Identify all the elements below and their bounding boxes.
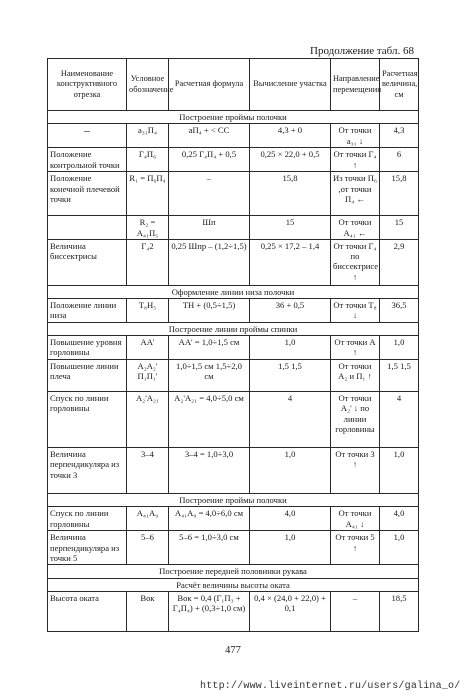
- designation-cell: 5–6: [127, 531, 169, 565]
- segment-name-cell: [48, 216, 127, 240]
- direction-cell: От точки А₄₁ ↓: [331, 507, 380, 531]
- segment-name-cell: Спуск по линии горловины: [48, 507, 127, 531]
- direction-cell: От точки 3 ↑: [331, 448, 380, 494]
- formula-cell: Вок = 0,4 (Г₁П₃ + Г₄П₄) + (0,3÷1,0 см): [169, 591, 250, 631]
- table-row: [48, 591, 419, 631]
- section-title: Расчёт величины высоты оката: [48, 578, 419, 591]
- section-row: [48, 322, 419, 335]
- section-title: Построение проймы полочки: [48, 111, 419, 124]
- table-row: [48, 360, 419, 392]
- formula-cell: 5–6 = 1,0÷3,0 см: [169, 531, 250, 565]
- section-row: [48, 578, 419, 591]
- value-cell: 4,0: [380, 507, 419, 531]
- formula-cell: ТН + (0,5÷1,5): [169, 299, 250, 323]
- table-row: [48, 172, 419, 216]
- value-cell: 4: [380, 392, 419, 448]
- segment-name-cell: Повышение линии плеча: [48, 360, 127, 392]
- calculation-table: [47, 58, 419, 632]
- value-cell: 1,0: [380, 336, 419, 360]
- value-cell: 1,5 1,5: [380, 360, 419, 392]
- formula-cell: 1,0÷1,5 см 1,5÷2,0 см: [169, 360, 250, 392]
- designation-cell: R₂ = А₄₁П₅: [127, 216, 169, 240]
- value-cell: 15,8: [380, 172, 419, 216]
- header-direction: Направление перемещения: [331, 59, 380, 111]
- table-row: [48, 148, 419, 172]
- calculation-cell: 1,0: [250, 336, 331, 360]
- segment-name-cell: Положение конечной плечевой точки: [48, 172, 127, 216]
- direction-cell: От точки Г₄ ↑: [331, 148, 380, 172]
- segment-name-cell: Положение контрольной точки: [48, 148, 127, 172]
- segment-name-cell: Повышение уровня горловины: [48, 336, 127, 360]
- designation-cell: А₂'А₂₁: [127, 392, 169, 448]
- section-row: [48, 111, 419, 124]
- direction-cell: От точки А ↑: [331, 336, 380, 360]
- calculation-cell: 0,25 × 22,0 + 0,5: [250, 148, 331, 172]
- designation-cell: А₂А₂' П₁П₁': [127, 360, 169, 392]
- header-formula: Расчетная формула: [169, 59, 250, 111]
- formula-cell: АА' = 1,0÷1,5 см: [169, 336, 250, 360]
- segment-name-cell: –: [48, 124, 127, 148]
- direction-cell: От точки 5 ↑: [331, 531, 380, 565]
- calculation-cell: 1,0: [250, 531, 331, 565]
- segment-name-cell: Положение линии низа: [48, 299, 127, 323]
- table-row: [48, 336, 419, 360]
- designation-cell: R₁ = П₆П₄: [127, 172, 169, 216]
- calculation-cell: 1,0: [250, 448, 331, 494]
- value-cell: 1,0: [380, 531, 419, 565]
- header-value: Расчетная величина, см: [380, 59, 419, 111]
- segment-name-cell: Высота оката: [48, 591, 127, 631]
- table-row: [48, 299, 419, 323]
- direction-cell: Из точки П₆ ,от точки П₄ ←: [331, 172, 380, 216]
- designation-cell: 3–4: [127, 448, 169, 494]
- table-row: [48, 216, 419, 240]
- value-cell: 1,0: [380, 448, 419, 494]
- formula-cell: А₂'А₂₁ = 4,0÷5,0 см: [169, 392, 250, 448]
- section-row: [48, 494, 419, 507]
- section-title: Построение передней половинки рукава: [48, 565, 419, 578]
- designation-cell: Т₈Н₅: [127, 299, 169, 323]
- segment-name-cell: Величина перпендикуляра из точки 5: [48, 531, 127, 565]
- direction-cell: От точки Г₄ по биссектрисе ↑: [331, 239, 380, 285]
- formula-cell: 0,25 Шпр – (1,2÷1,5): [169, 239, 250, 285]
- header-segment-name: Наименование конструктивного отрезка: [48, 59, 127, 111]
- section-title: Построение проймы полочки: [48, 494, 419, 507]
- calculation-cell: 36 + 0,5: [250, 299, 331, 323]
- header-calculation: Вычисление участка: [250, 59, 331, 111]
- segment-name-cell: Спуск по линии горловины: [48, 392, 127, 448]
- direction-cell: От точки А₄₁ ←: [331, 216, 380, 240]
- table-row: [48, 507, 419, 531]
- table-row: [48, 448, 419, 494]
- formula-cell: 3–4 = 1,0÷3,0: [169, 448, 250, 494]
- footer-url: http://www.liveinternet.ru/users/galina_o/: [200, 681, 461, 692]
- designation-cell: Г₄2: [127, 239, 169, 285]
- direction-cell: От точки А₂ и П₁ ↑: [331, 360, 380, 392]
- formula-cell: А₄₁А₉ = 4,0÷6,0 см: [169, 507, 250, 531]
- table-row: [48, 392, 419, 448]
- continuation-label: Продолжение табл. 68: [310, 45, 414, 57]
- section-row: [48, 285, 419, 298]
- direction-cell: –: [331, 591, 380, 631]
- formula-cell: –: [169, 172, 250, 216]
- header-designation: Условное обозначение: [127, 59, 169, 111]
- direction-cell: От точки А₂' ↓ по линии горловины: [331, 392, 380, 448]
- page-number: 477: [225, 645, 241, 656]
- value-cell: 36,5: [380, 299, 419, 323]
- designation-cell: АА': [127, 336, 169, 360]
- calculation-cell: 4,0: [250, 507, 331, 531]
- table-row: [48, 531, 419, 565]
- value-cell: 18,5: [380, 591, 419, 631]
- designation-cell: а₃₁П₄: [127, 124, 169, 148]
- section-title: Построение линии проймы спинки: [48, 322, 419, 335]
- calculation-cell: 4,3 + 0: [250, 124, 331, 148]
- table-header-row: [48, 59, 419, 111]
- calculation-cell: 4: [250, 392, 331, 448]
- direction-cell: От точки а₃₁ ↓: [331, 124, 380, 148]
- calculation-cell: 15: [250, 216, 331, 240]
- designation-cell: Вок: [127, 591, 169, 631]
- segment-name-cell: Величина перпендикуляра из точки 3: [48, 448, 127, 494]
- calculation-cell: 1,5 1,5: [250, 360, 331, 392]
- value-cell: 4,3: [380, 124, 419, 148]
- section-title: Оформление линии низа полочки: [48, 285, 419, 298]
- value-cell: 2,9: [380, 239, 419, 285]
- table-row: [48, 124, 419, 148]
- designation-cell: Г₄П₆: [127, 148, 169, 172]
- designation-cell: А₄₁А₉: [127, 507, 169, 531]
- formula-cell: 0,25 Г₄П₄ + 0,5: [169, 148, 250, 172]
- segment-name-cell: Величина биссектрисы: [48, 239, 127, 285]
- formula-cell: Шп: [169, 216, 250, 240]
- calculation-cell: 0,25 × 17,2 – 1,4: [250, 239, 331, 285]
- calculation-cell: 0,4 × (24,0 + 22,0) + 0,1: [250, 591, 331, 631]
- formula-cell: аП₄ + < СС: [169, 124, 250, 148]
- section-row: [48, 565, 419, 578]
- calculation-cell: 15,8: [250, 172, 331, 216]
- direction-cell: От точки Т₈ ↓: [331, 299, 380, 323]
- table-row: [48, 239, 419, 285]
- value-cell: 6: [380, 148, 419, 172]
- value-cell: 15: [380, 216, 419, 240]
